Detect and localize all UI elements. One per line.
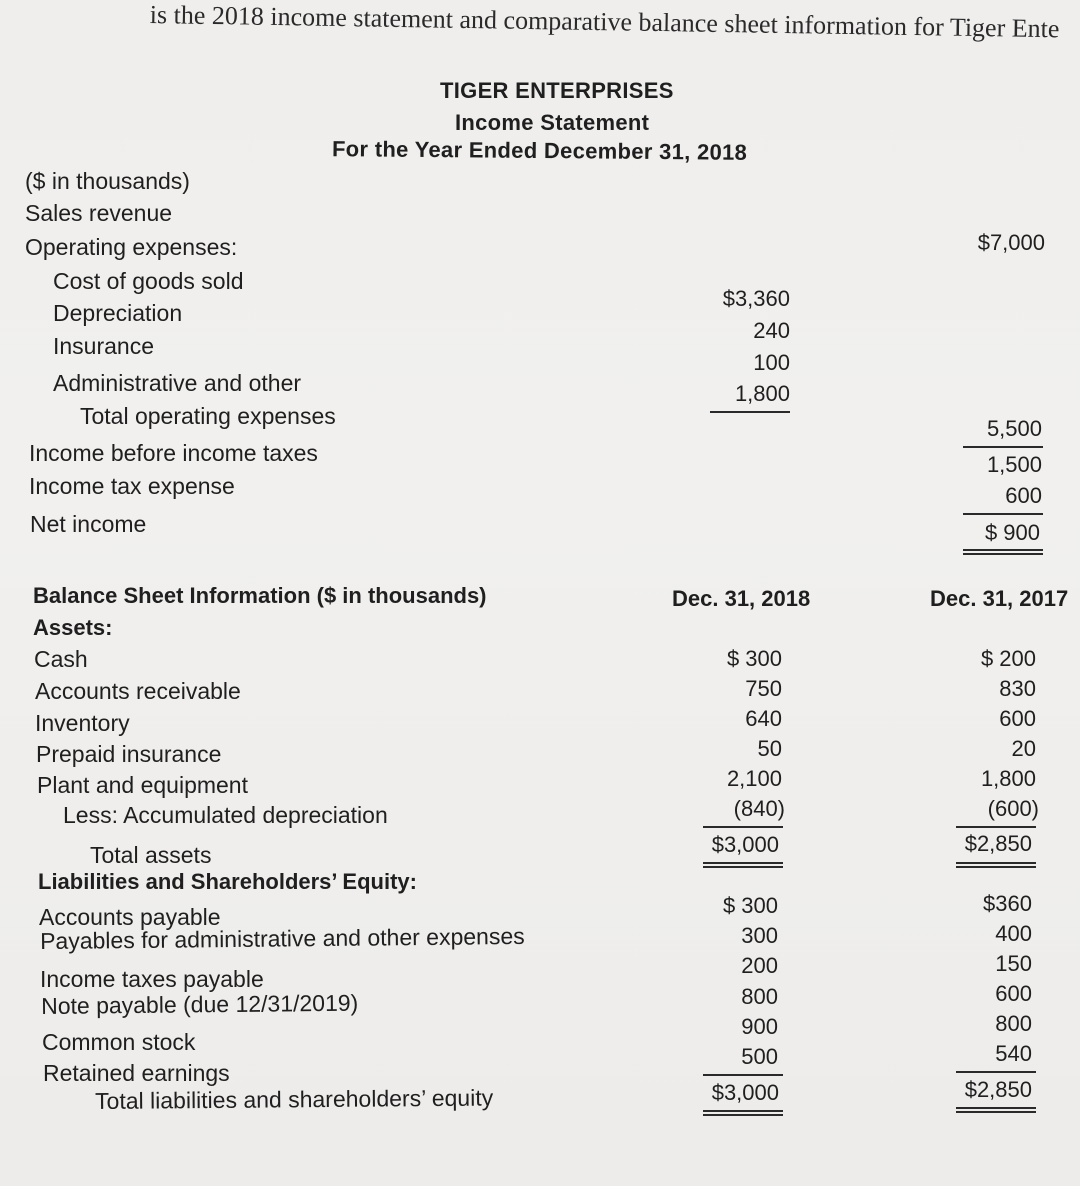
pretax-label: Income before income taxes <box>29 440 318 466</box>
liability-value-2018: $ 300 <box>722 893 778 918</box>
tax-value: 600 <box>1005 483 1042 508</box>
asset-label: Less: Accumulated depreciation <box>63 802 388 828</box>
liability-value-2017: 800 <box>995 1011 1032 1036</box>
total-liabilities-2018: $3,000 <box>711 1080 779 1105</box>
total-opex-label: Total operating expenses <box>80 403 336 429</box>
total-assets-label: Total assets <box>90 842 212 868</box>
asset-label: Inventory <box>35 710 130 736</box>
liability-value-2018: 200 <box>741 953 778 978</box>
total-opex-value: 5,500 <box>986 416 1042 441</box>
expense-value: 100 <box>753 350 790 375</box>
liability-value-2018: 900 <box>741 1014 778 1039</box>
total-assets-2018: $3,000 <box>711 832 779 857</box>
total-assets-2017: $2,850 <box>964 831 1032 856</box>
expense-value: 240 <box>753 318 790 343</box>
pretax-value: 1,500 <box>986 452 1042 477</box>
liabilities-heading: Liabilities and Shareholders’ Equity: <box>38 869 417 894</box>
subtotal-rule <box>963 446 1043 448</box>
expense-value: $3,360 <box>722 286 790 311</box>
balance-sheet-heading: Balance Sheet Information ($ in thousands) <box>33 583 487 608</box>
expense-label: Cost of goods sold <box>53 268 244 294</box>
liability-value-2017: 540 <box>995 1041 1032 1066</box>
liability-label: Retained earnings <box>43 1060 230 1086</box>
total-double-rule <box>956 1107 1036 1113</box>
sales-revenue-label: Sales revenue <box>25 200 173 226</box>
tax-label: Income tax expense <box>29 473 235 499</box>
liability-label: Common stock <box>42 1029 196 1055</box>
assets-heading: Assets: <box>33 615 113 640</box>
liability-label: Income taxes payable <box>40 966 264 992</box>
expense-label: Depreciation <box>53 300 183 326</box>
liability-value-2017: 600 <box>995 981 1032 1006</box>
liability-label: Accounts payable <box>39 904 221 930</box>
expense-label: Insurance <box>53 333 155 359</box>
asset-value-2018: (840) <box>733 796 785 821</box>
expense-label: Administrative and other <box>53 370 302 396</box>
company-name: TIGER ENTERPRISES <box>440 78 674 103</box>
asset-value-2017: 1,800 <box>980 766 1036 791</box>
asset-label: Accounts receivable <box>35 678 241 704</box>
subtotal-rule <box>703 826 783 828</box>
asset-value-2018: 50 <box>757 736 782 761</box>
subtotal-rule <box>956 826 1036 828</box>
sales-revenue-value: $7,000 <box>977 230 1045 255</box>
liability-value-2017: 150 <box>995 951 1032 976</box>
units-note: ($ in thousands) <box>25 168 190 194</box>
asset-label: Cash <box>34 646 88 672</box>
total-double-rule <box>956 862 1036 868</box>
liability-value-2018: 300 <box>741 923 778 948</box>
liability-value-2018: 800 <box>741 984 778 1009</box>
subtotal-rule <box>956 1071 1036 1073</box>
asset-value-2018: 750 <box>745 676 782 701</box>
asset-value-2017: 600 <box>999 706 1036 731</box>
net-income-value: $ 900 <box>984 520 1040 545</box>
intro-text: is the 2018 income statement and comparative balance sheet information for Tiger Ente <box>149 0 1060 44</box>
subtotal-rule <box>710 411 790 413</box>
asset-value-2018: 2,100 <box>726 766 782 791</box>
asset-value-2018: 640 <box>745 706 782 731</box>
asset-value-2017: (600) <box>987 796 1039 821</box>
total-double-rule <box>963 549 1043 555</box>
asset-value-2017: 830 <box>999 676 1036 701</box>
liability-label: Note payable (due 12/31/2019) <box>41 989 359 1019</box>
asset-label: Plant and equipment <box>37 772 248 798</box>
total-liabilities-label: Total liabilities and shareholders’ equity <box>95 1084 494 1114</box>
total-double-rule <box>703 862 783 868</box>
statement-title: Income Statement <box>455 110 650 135</box>
total-double-rule <box>703 1110 783 1116</box>
net-income-label: Net income <box>30 511 147 537</box>
expense-value: 1,800 <box>734 381 790 406</box>
statement-period: For the Year Ended December 31, 2018 <box>331 136 748 165</box>
asset-value-2017: 20 <box>1011 736 1036 761</box>
liability-value-2017: 400 <box>995 921 1032 946</box>
operating-expenses-label: Operating expenses: <box>25 234 238 260</box>
liability-label: Payables for administrative and other expenses <box>40 922 525 954</box>
asset-label: Prepaid insurance <box>36 741 222 767</box>
subtotal-rule <box>703 1074 783 1076</box>
liability-value-2017: $360 <box>983 891 1032 916</box>
asset-value-2018: $ 300 <box>726 646 782 671</box>
column-header-2017: Dec. 31, 2017 <box>930 586 1069 611</box>
liability-value-2018: 500 <box>741 1044 778 1069</box>
asset-value-2017: $ 200 <box>980 646 1036 671</box>
total-liabilities-2017: $2,850 <box>964 1077 1032 1102</box>
subtotal-rule <box>963 513 1043 515</box>
column-header-2018: Dec. 31, 2018 <box>672 586 811 611</box>
